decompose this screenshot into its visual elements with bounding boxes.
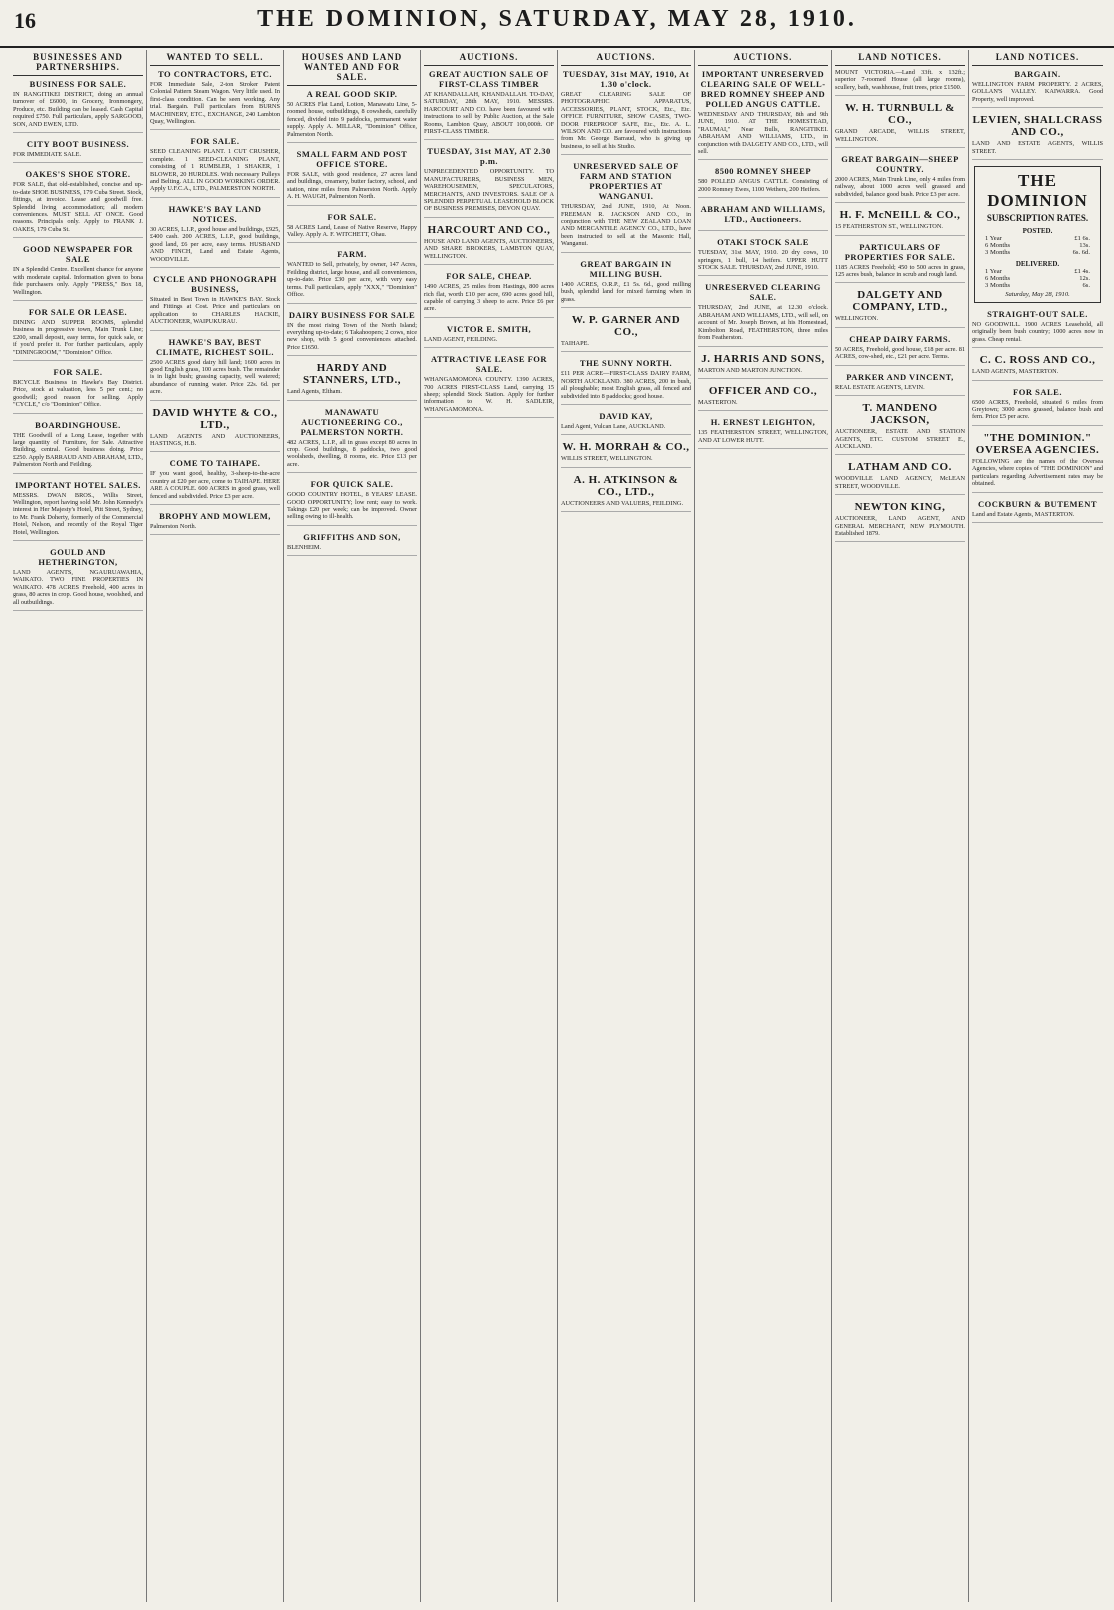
ad-text: WOODVILLE LAND AGENCY, McLEAN STREET, WOODVILLE.: [835, 475, 965, 490]
ad-heading: COME TO TAIHAPE.: [169, 458, 261, 469]
ad-heading: HARCOURT AND CO.,: [427, 223, 551, 236]
ad-heading: THE SUNNY NORTH.: [579, 358, 673, 369]
ad-heading: UNRESERVED CLEARING SALE.: [705, 282, 821, 303]
ad-text: LAND AGENT, FEILDING.: [424, 335, 498, 343]
column-8: [969, 50, 1106, 1602]
ad-heading: UNRESERVED SALE OF FARM AND STATION PROPERTIES AT WANGANUI.: [573, 161, 679, 202]
ad-heading: OAKES'S SHOE STORE.: [25, 169, 131, 180]
advertisement: [972, 309, 1103, 348]
rate-row: [979, 242, 1096, 249]
rate-row: [979, 282, 1096, 289]
ad-text: 2500 ACRES good dairy hill land; 1600 acres in good English grass, 100 acres bush. The remainder is in light bush; grassing capacity, well watered; abundance of running water. Price 22s. 6d. per acre.: [150, 358, 280, 396]
column-heading: HOUSES AND LAND WANTED AND FOR SALE.: [287, 50, 417, 86]
ad-heading: FOR QUICK SALE.: [310, 479, 394, 490]
ad-text: £11 PER ACRE—FIRST-CLASS DAIRY FARM, NORTH AUCKLAND. 380 ACRES, 200 in bush, all ploughable; most English grass, all fenced and subdivided into 8 paddocks; good house.: [561, 370, 691, 400]
ad-heading: J. HARRIS AND SONS,: [701, 352, 825, 365]
advertisement: [150, 458, 280, 505]
ad-text: GRAND ARCADE, WILLIS STREET, WELLINGTON.: [835, 128, 965, 143]
advertisement: [698, 417, 828, 449]
ad-text: UNPRECEDENTED OPPORTUNITY. TO MANUFACTURERS, BUSINESS MEN, WAREHOUSEMEN, SPECULATORS, MERCHANTS, AND INVESTORS. SALE OF A SPLENDID PERPETUAL LEASEHOLD BLOCK OF BUSINESS PREMISES, DEVON QUAY.: [424, 168, 554, 213]
advertisement: [835, 154, 965, 203]
ad-heading: NEWTON KING,: [854, 501, 946, 514]
ad-text: FOR IMMEDIATE SALE.: [13, 151, 82, 159]
ad-text: 50 ACRES, Freehold, good house, £18 per acre. 81 ACRES, cow-shed, etc., £21 per acre. Terms.: [835, 345, 965, 361]
column-7: [832, 50, 969, 1602]
ad-text: IN a Splendid Centre. Excellent chance for anyone with moderate capital. Information given to bona fide purchasers only. Apply "PRESS," Box 18, Wellington.: [13, 266, 143, 296]
advertisement: [972, 387, 1103, 426]
advertisement: [150, 136, 280, 197]
advertisement: [13, 367, 143, 414]
ad-heading: CITY BOOT BUSINESS.: [26, 139, 130, 150]
ad-text: Palmerston North.: [150, 523, 197, 530]
advertisement: [835, 334, 965, 366]
ad-heading: LATHAM AND CO.: [848, 461, 952, 474]
ad-heading: OFFICER AND CO.,: [708, 384, 818, 397]
ad-text: Land Agents, Eltham.: [287, 388, 342, 396]
rate-price: 6s.: [1082, 282, 1090, 290]
ad-text: SEED CLEANING PLANT. 1 CUT CRUSHER, complete. 1 SEED-CLEANING PLANT, consisting of 1 RUMBLER, 1 SHAKER, 1 BLOWER, 20 HURDLES. With necessary Pulleys and Belting. ALL IN GOOD WORKING ORDER. Apply U.F.C.A., LTD., PALMERSTON NORTH.: [150, 148, 280, 193]
advertisement: [561, 474, 691, 512]
subscription-box: [974, 166, 1101, 303]
ad-heading: W. H. MORRAH & CO.,: [562, 441, 690, 454]
ad-text: FOLLOWING are the names of the Oversea Agencies, where copies of "THE DOMINION" and particulars regarding Advertisement rates may be obtained.: [972, 457, 1103, 488]
ad-heading: GRIFFITHS AND SON,: [303, 531, 401, 542]
ad-heading: FARM.: [337, 249, 367, 260]
ad-heading: W. H. TURNBULL & CO.,: [845, 102, 955, 127]
column-2: [147, 50, 284, 1602]
ad-text: GREAT CLEARING SALE OF PHOTOGRAPHIC APPARATUS, ACCESSORIES, PLANT, STOCK, Etc., Etc. OFFICE FURNITURE, SHOW CASES, TWO-DOOR FIREPROOF SAFE, Etc., Etc. A. L. WILSON AND CO. are favoured with instructions from Mr. George Barraud, who is giving up business, to sell at his Studio.: [561, 91, 691, 150]
ad-heading: H. ERNEST LEIGHTON,: [710, 417, 816, 428]
ad-text: MOUNT VICTORIA.—Land 33ft. x 132ft.; superior 7-roomed House (all large rooms), scullery, bath, washhouse, fruit trees, price £1500.: [835, 69, 965, 91]
ad-heading: FOR SALE OR LEASE.: [28, 306, 128, 317]
ad-heading: LEVIEN, SHALLCRASS AND CO.,: [972, 114, 1103, 139]
page-number: 16: [14, 8, 36, 33]
ad-heading: A. H. ATKINSON & CO., LTD.,: [573, 473, 679, 498]
issue-date: Saturday, May 28, 1910.: [1005, 291, 1070, 299]
ad-heading: GREAT BARGAIN—SHEEP COUNTRY.: [841, 154, 959, 175]
column-heading: LAND NOTICES.: [835, 50, 965, 66]
ad-heading: BUSINESS FOR SALE.: [29, 79, 127, 89]
ad-heading: CYCLE AND PHONOGRAPH BUSINESS,: [153, 273, 277, 294]
advertisement: [698, 69, 828, 160]
ad-heading: W. P. GARNER AND CO.,: [571, 313, 681, 338]
ad-text: 1400 ACRES, O.R.P., £1 5s. 6d., good milling bush, splendid land for mixed farming when in grass.: [561, 280, 691, 303]
ad-text: 30 ACRES, L.I.P., good house and buildings, £925, £400 cash. 200 ACRES, L.I.P., good buildings, good land, £6 per acre, easy terms. HUSBAND AND FINCH, Land and Estate Agents, WOODVILLE.: [150, 225, 280, 263]
rate-price: £1 4s.: [1074, 268, 1090, 276]
ad-text: MARTON AND MARTON JUNCTION.: [698, 366, 802, 374]
ad-text: HOUSE AND LAND AGENTS, AUCTIONEERS, AND SHARE BROKERS, LAMBTON QUAY, WELLINGTON.: [424, 237, 554, 260]
ad-text: LAND AGENTS AND AUCTIONEERS, HASTINGS, H.B.: [150, 432, 280, 447]
page-title: THE DOMINION, SATURDAY, MAY 28, 1910.: [257, 6, 857, 32]
advertisement: [150, 69, 280, 130]
advertisement: [835, 69, 965, 96]
ad-text: TUESDAY, 31st MAY, 1910. 20 dry cows, 10 springers, 1 bull, 14 heifers. UPPER HUTT STOCK SALE. THURSDAY, 2nd JUNE, 1910.: [698, 249, 828, 272]
ad-text: AT KHANDALLAH, KHANDALLAH. TO-DAY, SATURDAY, 28th MAY, 1910. MESSRS. HARCOURT AND CO. have been favoured with instructions to sell by Public Auction, at the Sale Rooms, Lambton Quay, ABOUT 100,000ft. OF FIRST-CLASS TIMBER.: [424, 91, 554, 136]
ad-text: BLENHEIM.: [287, 543, 322, 551]
advertisement: [287, 362, 417, 400]
advertisement: [287, 310, 417, 357]
column-1: [10, 50, 147, 1602]
column-heading: WANTED TO SELL.: [150, 50, 280, 66]
advertisement: [835, 372, 965, 396]
rate-term: 1 Year: [985, 235, 1002, 243]
advertisement: [561, 69, 691, 155]
advertisement: [698, 237, 828, 276]
advertisement: [150, 204, 280, 268]
ad-heading: FOR SALE, CHEAP.: [446, 271, 532, 282]
advertisement: [972, 432, 1103, 493]
ad-text: MESSRS. DWAN BROS., Willis Street, Wellington, report having sold Mr. John Kennedy's interest in Her Majesty's Hotel, Pitt Street, Sydney, to Mr. Frank Doherty, formerly of the Commercial Hotel, Nelson, and recently of the Royal Tiger Hotel, Wellington.: [13, 491, 143, 536]
rate-row: [979, 275, 1096, 282]
column-5: [558, 50, 695, 1602]
ad-heading: OTAKI STOCK SALE: [717, 237, 809, 248]
ad-heading: BROPHY AND MOWLEM,: [159, 511, 271, 521]
ad-text: WELLINGTON.: [835, 315, 879, 323]
ad-heading: "THE DOMINION." OVERSEA AGENCIES.: [975, 431, 1100, 456]
ad-heading: DAIRY BUSINESS FOR SALE: [288, 309, 416, 320]
ad-heading: STRAIGHT-OUT SALE.: [987, 309, 1088, 320]
ad-heading: HAWKE'S BAY LAND NOTICES.: [168, 203, 262, 224]
rate-term: 6 Months: [985, 242, 1011, 250]
advertisement: [424, 69, 554, 140]
ad-text: THURSDAY, 2nd JUNE, 1910, At Noon. FREEMAN R. JACKSON AND CO., in conjunction with THE NEW ZEALAND LOAN AND MERCANTILE AGENCY CO., LTD., have been instructed to sell at the Masonic Hall, Wanganui.: [561, 203, 691, 248]
ad-heading: IMPORTANT HOTEL SALES.: [15, 479, 141, 490]
ad-text: WEDNESDAY AND THURSDAY, 8th and 9th JUNE, 1910. AT THE HOMESTEAD, "RAUMAI," Near Bulls, RANGITIKEI. ABRAHAM AND WILLIAMS, LTD., in conjunction with DALGETY AND CO., LTD., will sell.: [698, 111, 828, 156]
advertisement: [13, 480, 143, 541]
advertisement: [835, 102, 965, 148]
ad-text: WANTED to Sell, privately, by owner, 147 Acres, Feilding district, large house, and all conveniences, up-to-date. Price £30 per acre, with very easy terms. Full particulars, apply "XXX," "Dominion" Office.: [287, 261, 417, 299]
ad-heading: VICTOR E. SMITH,: [446, 323, 532, 334]
ad-heading: COCKBURN & BUTEMENT: [977, 498, 1098, 509]
column-heading: LAND NOTICES.: [972, 50, 1103, 66]
rate-row: [979, 235, 1096, 242]
ad-text: AUCTIONEER, LAND AGENT, AND GENERAL MERCHANT, NEW PLYMOUTH. Established 1879.: [835, 515, 965, 537]
ad-heading: FOR SALE.: [327, 211, 377, 222]
ad-text: 58 ACRES Land, Lease of Native Reserve, Happy Valley. Apply A. F. WITCHETT, Ohau.: [287, 223, 417, 239]
advertisement: [561, 314, 691, 352]
advertisement: [835, 461, 965, 495]
rate-row: [979, 249, 1096, 256]
ad-text: BICYCLE Business in Hawke's Bay District. Price, stock at valuation, less 5 per cent.; no goodwill; good reason for selling. Apply "CYCLE," c/o "Dominion" Office.: [13, 378, 143, 409]
advertisement: [698, 282, 828, 346]
ad-heading: TUESDAY, 31st MAY, AT 2.30 p.m.: [427, 146, 551, 167]
advertisement: [424, 271, 554, 318]
advertisement: [561, 161, 691, 252]
rate-price: 6s. 6d.: [1072, 249, 1090, 257]
rate-term: 3 Months: [985, 282, 1011, 290]
rate-price: £1 6s.: [1074, 235, 1090, 243]
ad-heading: MANAWATU AUCTIONEERING CO., PALMERSTON NORTH.: [300, 406, 404, 437]
advertisement: [424, 224, 554, 265]
column-heading: AUCTIONS.: [424, 50, 554, 66]
advertisement: [835, 289, 965, 327]
ad-heading: PARTICULARS OF PROPERTIES FOR SALE.: [844, 241, 956, 262]
advertisement: [561, 441, 691, 467]
ad-heading: H. F. McNEILL & CO.,: [839, 209, 961, 222]
rate-term: 6 Months: [985, 275, 1011, 283]
ad-heading: IMPORTANT UNRESERVED CLEARING SALE OF WELL-BRED ROMNEY SHEEP AND POLLED ANGUS CATTLE.: [700, 69, 826, 109]
ad-text: LAND AND ESTATE AGENTS, WILLIS STREET.: [972, 140, 1103, 155]
advertisement: [561, 411, 691, 435]
ad-heading: BOARDINGHOUSE.: [35, 419, 121, 430]
advertisement: [13, 307, 143, 361]
advertisement: [287, 532, 417, 556]
advertisement: [287, 149, 417, 206]
ad-text: NO GOODWILL. 1900 ACRES Leasehold, all originally been bush country; 1000 acres now in grass. Cheap rental.: [972, 321, 1103, 343]
advertisement: [561, 259, 691, 308]
ad-text: 135 FEATHERSTON STREET, WELLINGTON, AND AT LOWER HUTT.: [698, 429, 828, 444]
advertisement: [561, 358, 691, 405]
ad-text: AUCTIONEERS AND VALUERS, FEILDING.: [561, 499, 684, 507]
advertisement: [13, 547, 143, 611]
ad-text: 6500 ACRES, Freehold, situated 6 miles from Greytown; 3000 acres grassed, balance bush and fern. Price £5 per acre.: [972, 398, 1103, 421]
advertisement: [150, 274, 280, 331]
ad-heading: GOOD NEWSPAPER FOR SALE: [23, 244, 133, 265]
ad-text: LAND AGENTS, MASTERTON.: [972, 368, 1059, 376]
advertisement: [835, 209, 965, 235]
ad-heading: GREAT BARGAIN IN MILLING BUSH.: [580, 258, 672, 279]
ad-text: TAIHAPE.: [561, 339, 590, 347]
ad-heading: TO CONTRACTORS, ETC.: [157, 69, 273, 79]
ad-text: FOR SALE, that old-established, concise and up-to-date SHOE BUSINESS, 179 Cuba Street. Stock, fittings, at invoice. Lease and goodwill free. Splendid living accommodation; all modern conveniences. MUST SELL AT ONCE. Good reasons. Principals only. Apply to FRANK J. OAKES, 179 Cuba St.: [13, 181, 143, 233]
ad-text: 15 FEATHERSTON ST., WELLINGTON.: [835, 223, 943, 231]
advertisement: [972, 354, 1103, 380]
column-6: [695, 50, 832, 1602]
ad-text: WELLINGTON FARM PROPERTY. 2 ACRES, GOLLAN'S VALLEY. KAIWARRA. Good Property, well improved.: [972, 81, 1103, 103]
advertisement: [835, 242, 965, 284]
ad-heading: DALGETY AND COMPANY, LTD.,: [852, 289, 948, 314]
advertisement: [835, 501, 965, 542]
ad-text: DINING AND SUPPER ROOMS, splendid business in progressive town, Main Trunk Line; £200, small deposit, easy terms, for quick sale, or if you'd prefer it. For further particulars, apply "DININGROOM," "Dominion" Office.: [13, 318, 143, 356]
ad-heading: ABRAHAM AND WILLIAMS, LTD., Auctioneers.: [700, 204, 826, 225]
advertisement: [287, 249, 417, 303]
advertisement: [972, 69, 1103, 108]
ad-text: Land and Estate Agents, MASTERTON.: [972, 510, 1075, 518]
advertisement: [972, 114, 1103, 160]
advertisement: [150, 511, 280, 535]
ad-text: Situated in Best Town in HAWKE'S BAY. Stock and Fittings at Cost. Price and particulars on application to CHARLES HACKIE, AUCTIONEER, WAIPUKURAU.: [150, 295, 280, 326]
column-heading: BUSINESSES AND PARTNERSHIPS.: [13, 50, 143, 76]
ad-text: 482 ACRES, L.I.P., all in grass except 80 acres in crop. Good buildings, 8 paddocks, two good woolsheds, dwelling, 8 rooms, etc. Price £13 per acre.: [287, 438, 417, 468]
rate-row: [979, 268, 1096, 275]
column-heading: AUCTIONS.: [561, 50, 691, 66]
column-3: [284, 50, 421, 1602]
advertisement: [13, 79, 143, 133]
advertisement: [698, 385, 828, 411]
ad-heading: GREAT AUCTION SALE OF FIRST-CLASS TIMBER: [429, 69, 549, 89]
ad-heading: ATTRACTIVE LEASE FOR SALE.: [430, 354, 548, 375]
ad-text: THE Goodwill of a Long Lease, together with large quantity of Furniture, for Sale. Attractive Building, central. Good business doing. Price £250. Apply BARRAUD AND ABRAHAM, LTD., Palmerston North and Feilding.: [13, 431, 143, 469]
rate-price: 12s.: [1079, 275, 1090, 283]
advertisement: [424, 354, 554, 418]
ad-heading: TUESDAY, 31st MAY, 1910, At 1.30 o'clock.: [562, 69, 690, 89]
advertisement: [424, 324, 554, 348]
ad-text: 2000 ACRES, Main Trunk Line, only 4 miles from railway, about 1000 acres well grassed and subdivided, balance good bush. Price £3 per acre.: [835, 176, 965, 198]
columns-container: [10, 50, 1106, 1602]
ad-text: IF you want good, healthy, 3-sheep-to-the-acre country at £20 per acre, come to TAIHAPE. HERE ARE A COUPLE. 600 ACRES in good grass, well fenced and subdivided. Price £3 per acre.: [150, 470, 280, 500]
advertisement: [698, 353, 828, 379]
masthead: [0, 0, 1114, 48]
ad-text: Land Agent, Vulcan Lane, AUCKLAND.: [561, 422, 666, 430]
ad-heading: BARGAIN.: [1014, 69, 1061, 79]
ad-text: FOR Immediate Sale, 2-ton Stroker Patent Colonial Pattern Steam Wagon. Very little used. In first-class condition. Can be seen working. Any trial. Bargain. Full particulars from BURNS MACHINERY, ETC., EXCHANGE, 240 Lambton Quay, Wellington.: [150, 81, 280, 126]
advertisement: [287, 212, 417, 244]
subscription-title: SUBSCRIPTION RATES.: [986, 213, 1089, 224]
advertisement: [972, 499, 1103, 523]
ad-text: MASTERTON.: [698, 398, 738, 406]
ad-text: GOOD COUNTRY HOTEL, 8 YEARS' LEASE. GOOD OPPORTUNITY; low rent; easy to work. Takings £20 per week; can be improved. Owner selling owing to ill-health.: [287, 491, 417, 521]
advertisement: [287, 407, 417, 474]
advertisement: [287, 479, 417, 526]
advertisement: [150, 337, 280, 401]
ad-text: IN the most rising Town of the North Island; everything up-to-date; 6 Takahoopers; 2 cows, nice new shop, with 5 good conveniences attached. Price £1650.: [287, 321, 417, 351]
ad-text: REAL ESTATE AGENTS, LEVIN.: [835, 383, 925, 391]
ad-heading: GOULD AND HETHERINGTON,: [38, 547, 118, 568]
ad-heading: DAVID KAY,: [599, 410, 653, 421]
ad-text: FOR SALE, with good residence, 27 acres land and buildings, creamery, butter factory, school, and station, nine miles from Palmerston North. Apply A. H. WAUGH, Palmerston North.: [287, 171, 417, 201]
ad-text: THURSDAY, 2nd JUNE, at 12.30 o'clock. ABRAHAM AND WILLIAMS, LTD., will sell, on account of Mr. Joseph Brown, at his Homestead, Kimbolton Road, FEATHERSTON, three miles from Featherston.: [698, 304, 828, 342]
posted-label: POSTED.: [1022, 227, 1053, 236]
advertisement: [13, 139, 143, 163]
ad-heading: C. C. ROSS AND CO.,: [979, 354, 1096, 367]
ad-heading: PARKER AND VINCENT,: [846, 371, 954, 382]
ad-text: 50 ACRES Flat Land, Lotion, Manawatu Line, 5-roomed house, outbuildings, 8 cowsheds, carefully fenced, divided into 9 paddocks, permanent water supply. Apply A. MILLAR, "Dominion" Office, Palmerston North.: [287, 101, 417, 138]
advertisement: [13, 244, 143, 301]
ad-heading: HARDY AND STANNERS, LTD.,: [303, 362, 401, 387]
advertisement: [424, 146, 554, 217]
ad-text: WHANGAMOMONA COUNTY. 1390 ACRES, 700 ACRES FIRST-CLASS Land, carrying 15 sheep; splendid Stock Station. Apply for further information to W. H. SADLEIR, WHANGAMOMONA.: [424, 376, 554, 413]
ad-heading: 8500 ROMNEY SHEEP: [714, 166, 812, 177]
ad-text: IN RANGITIKEI DISTRICT, doing an annual turnover of £6000, in Grocery, Ironmongery, Produce, etc. Building can be leased. Cash Capital required £750. Full particulars, apply SARGOOD, SON, AND EWEN, LTD.: [13, 91, 143, 128]
ad-heading: FOR SALE.: [53, 366, 103, 377]
rate-term: 1 Year: [985, 268, 1002, 276]
column-4: [421, 50, 558, 1602]
ad-text: WILLIS STREET, WELLINGTON.: [561, 455, 653, 463]
ad-text: AUCTIONEER, ESTATE AND STATION AGENTS, ETC. CUSTOM STREET E., AUCKLAND.: [835, 428, 965, 450]
advertisement: [150, 407, 280, 453]
advertisement: [13, 420, 143, 474]
ad-heading: FOR SALE.: [190, 136, 240, 147]
rate-term: 3 Months: [985, 249, 1011, 257]
ad-text: 1490 ACRES, 25 miles from Hastings, 800 acres rich flat, worth £10 per acre, 690 acres good hill, capable of carrying 3 sheep to acre. Price £6 per acre.: [424, 283, 554, 313]
rate-price: 13s.: [1079, 242, 1090, 250]
ad-text: LAND AGENTS, NGAURUAWAHIA, WAIKATO. TWO FINE PROPERTIES IN WAIKATO. 478 ACRES Freehold, 400 acres in grass, 80 acres in crop. Good house, woolshed, and all outbuildings.: [13, 569, 143, 606]
dominion-title: THE DOMINION: [987, 171, 1088, 211]
ad-heading: A REAL GOOD SKIP.: [306, 89, 398, 99]
ad-heading: HAWKE'S BAY, BEST CLIMATE, RICHEST SOIL.: [156, 336, 274, 357]
advertisement: [698, 166, 828, 198]
delivered-label: DELIVERED.: [1015, 260, 1060, 269]
ad-heading: T. MANDENO JACKSON,: [862, 402, 938, 427]
column-heading: AUCTIONS.: [698, 50, 828, 66]
ad-heading: DAVID WHYTE & CO., LTD.,: [152, 406, 278, 431]
ad-heading: CHEAP DAIRY FARMS.: [849, 333, 951, 344]
ad-text: 1185 ACRES Freehold; 450 to 500 acres in grass, 125 acres bush, balance in scrub and rough land.: [835, 263, 965, 279]
ad-text: 580 POLLED ANGUS CATTLE. Consisting of 2000 Romney Ewes, 1100 Wethers, 200 Heifers.: [698, 178, 828, 193]
advertisement: [287, 89, 417, 143]
advertisement: [835, 402, 965, 455]
ad-heading: SMALL FARM AND POST OFFICE STORE.: [296, 149, 408, 170]
advertisement: [13, 169, 143, 238]
advertisement: [698, 204, 828, 231]
ad-heading: FOR SALE.: [1013, 386, 1062, 397]
